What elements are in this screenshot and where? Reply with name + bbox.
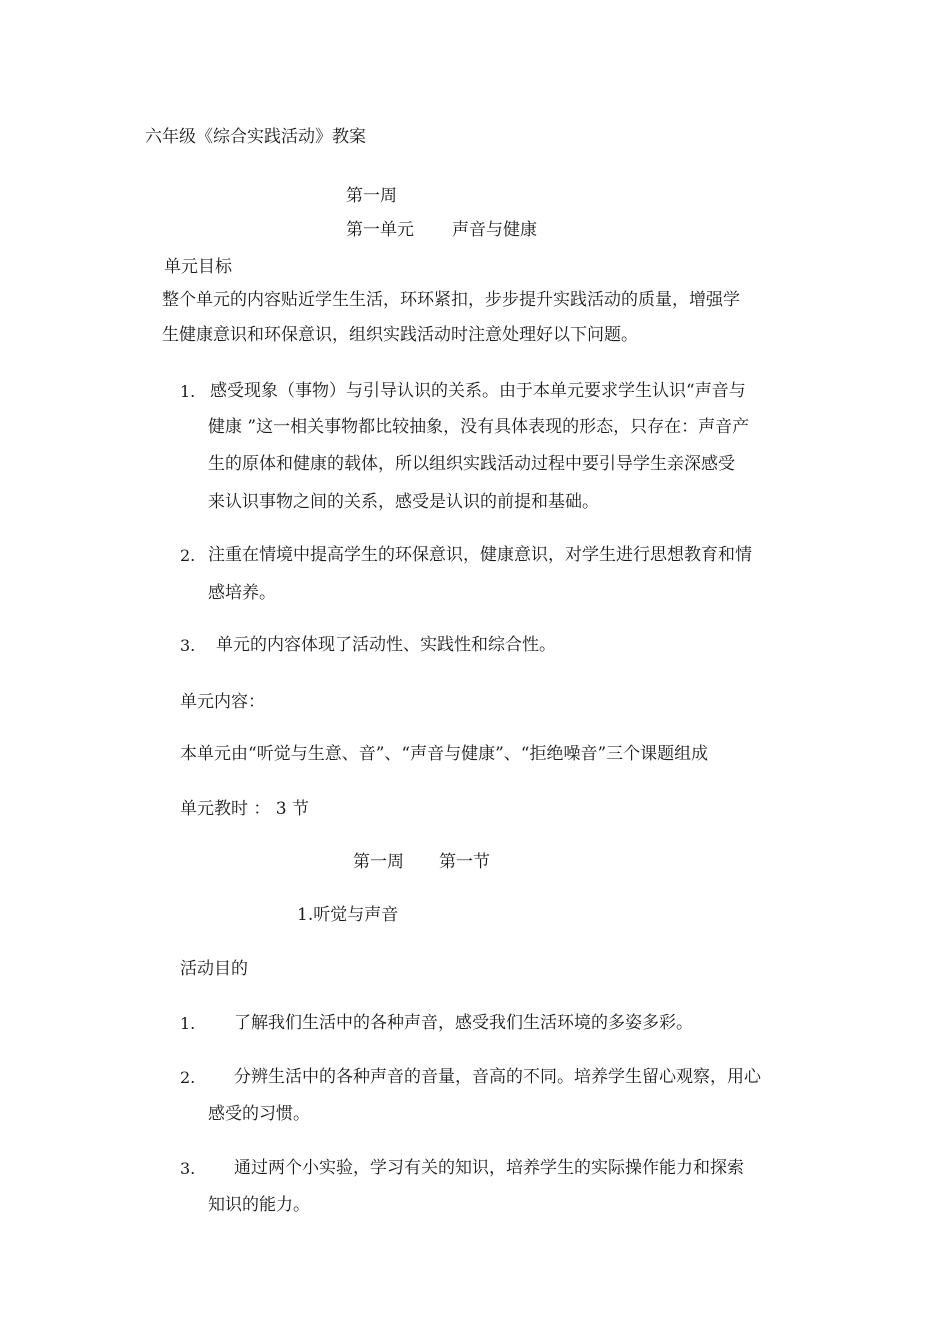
lesson-week: 第一周 [353, 852, 404, 872]
list-item-line: 感受的习惯。 [208, 1104, 310, 1124]
list-item-line: 感培养。 [208, 583, 276, 603]
list-item-line: 注重在情境中提高学生的环保意识，健康意识，对学生进行思想教育和情 [208, 545, 752, 565]
list-item-line: 通过两个小实验，学习有关的知识，培养学生的实际操作能力和探索 [234, 1158, 744, 1178]
unit-name: 声音与健康 [452, 220, 537, 240]
list-item-line: 感受现象（事物）与引导认识的关系。由于本单元要求学生认识“声音与 [210, 381, 746, 401]
list-number: 1. [180, 382, 196, 401]
list-item-line: 分辨生活中的各种声音的音量，音高的不同。培养学生留心观察，用心 [234, 1067, 761, 1087]
unit-goal-text-line: 生健康意识和环保意识，组织实践活动时注意处理好以下问题。 [162, 325, 638, 345]
lesson-title: 1.听觉与声音 [297, 905, 399, 925]
unit-goal-heading: 单元目标 [164, 257, 232, 277]
lesson-number: 第一节 [439, 852, 490, 872]
unit-content-text: 本单元由“听觉与生意、音”、“声音与健康”、“拒绝噪音”三个课题组成 [180, 744, 709, 764]
list-item-line: 了解我们生活中的各种声音，感受我们生活环境的多姿多彩。 [234, 1013, 693, 1033]
week-heading: 第一周 [346, 186, 397, 206]
list-number: 3. [180, 1159, 196, 1178]
list-item-line: 知识的能力。 [208, 1195, 310, 1215]
list-number: 1. [180, 1014, 196, 1033]
list-item-line: 来认识事物之间的关系，感受是认识的前提和基础。 [208, 492, 599, 512]
unit-hours: 单元教时 ： 3 节 [180, 799, 310, 819]
list-number: 2. [180, 1068, 196, 1087]
list-item-line: 生的原体和健康的载体，所以组织实践活动过程中要引导学生亲深感受 [208, 454, 735, 474]
list-number: 3. [180, 636, 196, 655]
unit-number: 第一单元 [346, 220, 414, 240]
unit-goal-text-line: 整个单元的内容贴近学生生活，环环紧扣，步步提升实践活动的质量，增强学 [162, 290, 740, 310]
document-title: 六年级《综合实践活动》教案 [145, 127, 366, 147]
purpose-heading: 活动目的 [180, 959, 248, 979]
list-item-line: 单元的内容体现了活动性、实践性和综合性。 [216, 635, 556, 655]
list-item-line: 健康 ”这一相关事物都比较抽象，没有具体表现的形态，只存在：声音产 [208, 417, 750, 437]
list-number: 2. [180, 546, 196, 565]
unit-content-heading: 单元内容： [180, 692, 265, 712]
